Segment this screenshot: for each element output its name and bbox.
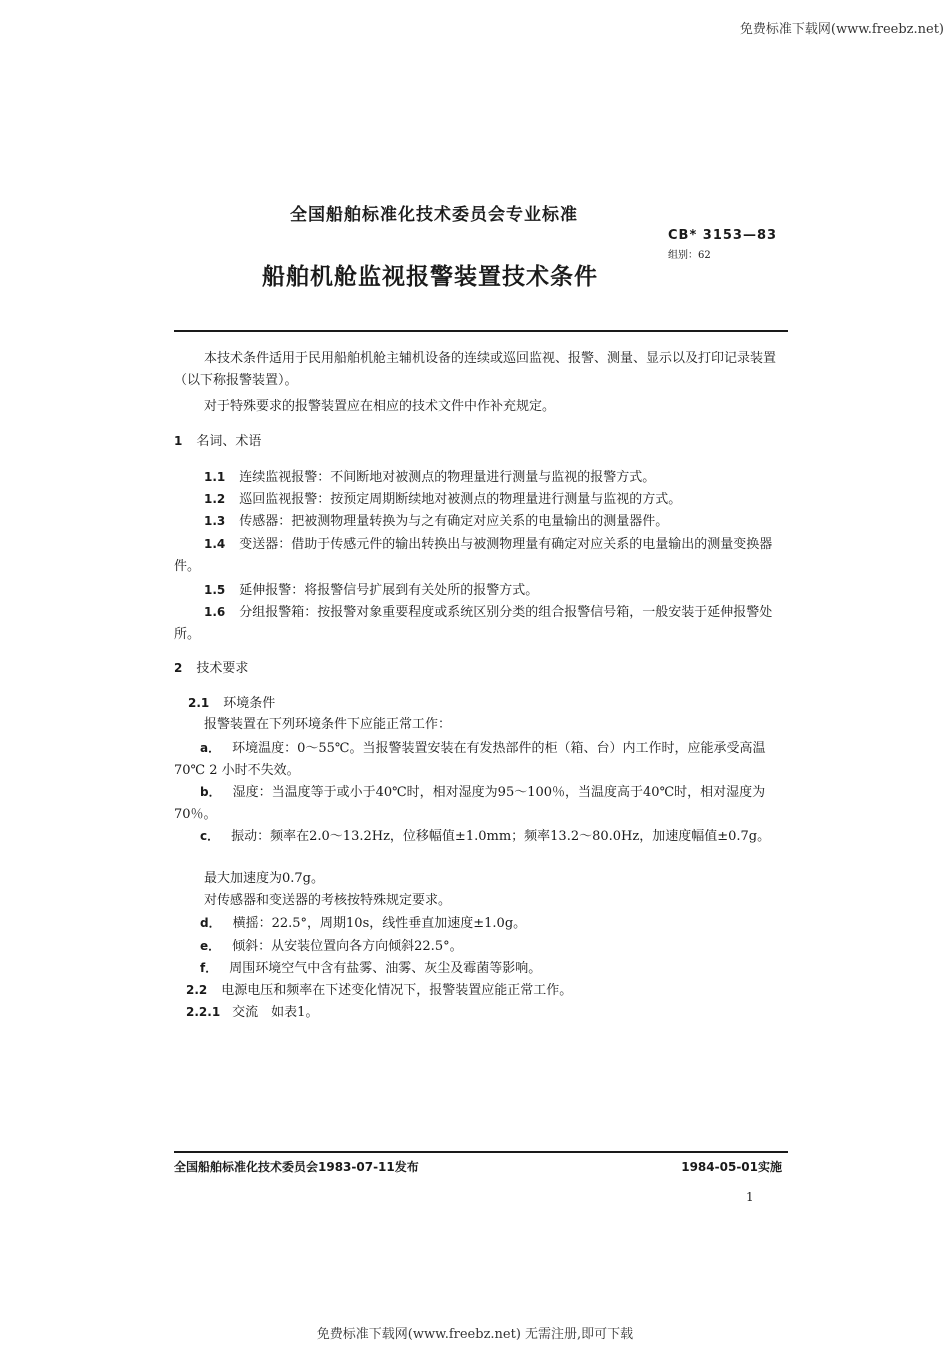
section-2-heading: 2 技术要求 — [174, 661, 249, 676]
term-1-1: 1.1 连续监视报警：不间断地对被测点的物理量进行测量与监视的报警方式。 — [204, 470, 656, 485]
committee-name: 全国船舶标准化技术委员会专业标准 — [290, 205, 578, 225]
section-2-1-intro: 报警装置在下列环境条件下应能正常工作： — [204, 717, 452, 732]
condition-c: c． 振动：频率在2.0～13.2Hz，位移幅值±1.0mm；频率13.2～80.0Hz，加速度幅值±0.7g。 — [200, 829, 771, 844]
group-number: 组别：62 — [668, 250, 711, 261]
section-2-1-heading: 2.1 环境条件 — [188, 696, 276, 711]
condition-c-max-acceleration: 最大加速度为0.7g。 — [204, 871, 324, 886]
condition-b: b． 湿度：当温度等于或小于40℃时，相对湿度为95～100％，当温度高于40℃时，相对湿度为70％。 — [174, 785, 766, 822]
document-title: 船舶机舱监视报警装置技术条件 — [262, 263, 598, 290]
issue-date: 全国船舶标准化技术委员会1983-07-11发布 — [174, 1160, 419, 1174]
term-1-2: 1.2 巡回监视报警：按预定周期断续地对被测点的物理量进行测量与监视的方式。 — [204, 492, 682, 507]
term-1-6: 1.6 分组报警箱：按报警对象重要程度或系统区别分类的组合报警信号箱，一般安装于延伸报警处所。 — [174, 605, 773, 642]
condition-c-sensor-note: 对传感器和变送器的考核按特殊规定要求。 — [204, 893, 452, 908]
term-1-4: 1.4 变送器：借助于传感元件的输出转换出与被测物理量有确定对应关系的电量输出的测量变换器件。 — [174, 537, 773, 574]
page-number: 1 — [746, 1190, 754, 1204]
term-1-3: 1.3 传感器：把被测物理量转换为与之有确定对应关系的电量输出的测量器件。 — [204, 514, 669, 529]
section-1-heading: 1 名词、术语 — [174, 434, 262, 449]
condition-d: d． 横摇：22.5°，周期10s，线性垂直加速度±1.0g。 — [200, 916, 527, 931]
header-rule — [174, 330, 788, 332]
term-1-5: 1.5 延伸报警：将报警信号扩展到有关处所的报警方式。 — [204, 583, 539, 598]
footer-rule — [174, 1151, 788, 1153]
watermark-top: 免费标准下载网(www.freebz.net) — [739, 22, 944, 37]
intro-paragraph-1: 本技术条件适用于民用船舶机舱主辅机设备的连续或巡回监视、报警、测量、显示以及打印记录装置（以下称报警装置）。 — [174, 351, 777, 388]
effective-date: 1984-05-01实施 — [681, 1160, 782, 1174]
section-2-2: 2.2 电源电压和频率在下述变化情况下，报警装置应能正常工作。 — [186, 983, 573, 998]
condition-e: e． 倾斜：从安装位置向各方向倾斜22.5°。 — [200, 939, 463, 954]
watermark-bottom: 免费标准下载网(www.freebz.net) 无需注册,即可下载 — [316, 1327, 634, 1342]
section-2-2-1: 2.2.1 交流 如表1。 — [186, 1005, 319, 1020]
condition-a: a． 环境温度：0～55℃。当报警装置安装在有发热部件的柜（箱、台）内工作时，应能承受高温70℃ 2 小时不失效。 — [174, 741, 766, 778]
standard-code: CB* 3153—83 — [668, 228, 778, 243]
condition-f: f． 周围环境空气中含有盐雾、油雾、灰尘及霉菌等影响。 — [200, 961, 542, 976]
intro-paragraph-2: 对于特殊要求的报警装置应在相应的技术文件中作补充规定。 — [204, 399, 556, 414]
